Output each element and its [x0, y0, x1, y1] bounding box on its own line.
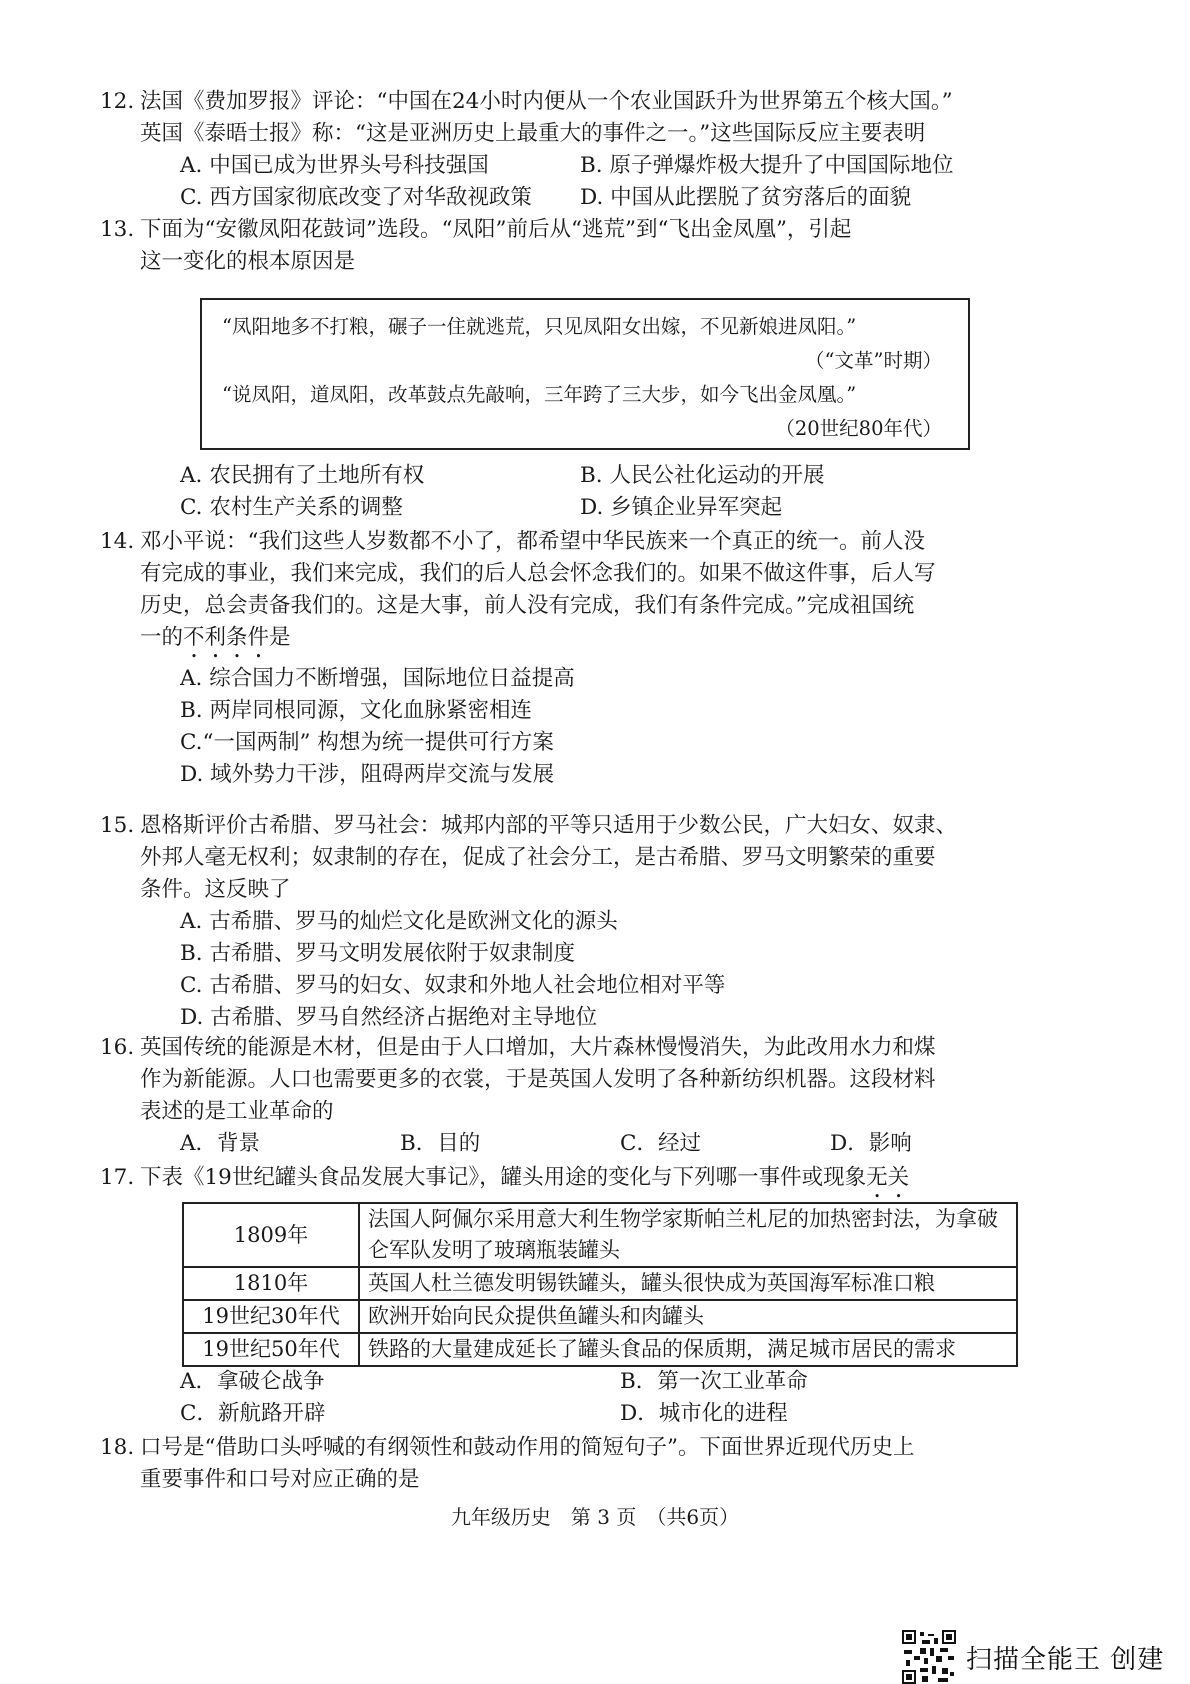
option-a[interactable]: A. 古希腊、罗马的灿烂文化是欧洲文化的源头	[180, 909, 618, 934]
table-cell-event: 英国人杜兰德发明锡铁罐头，罐头很快成为英国海军标准口粮	[359, 1267, 1017, 1300]
question-13-options	[140, 460, 1020, 524]
table-row	[183, 1203, 1017, 1267]
option-b[interactable]: B. 两岸同根同源，文化血脉紧密相连	[180, 698, 532, 723]
option-a[interactable]: A. 中国已成为世界头号科技强国	[180, 153, 489, 178]
option-c[interactable]: C. 古希腊、罗马的妇女、奴隶和外地人社会地位相对平等	[180, 973, 726, 998]
quote-line: “说凤阳，道凤阳，改革鼓点先敲响，三年跨了三大步，如今飞出金凤凰。”	[222, 383, 857, 406]
table-cell-event: 铁路的大量建成延长了罐头食品的保质期，满足城市居民的需求	[359, 1333, 1017, 1366]
events-table	[182, 1202, 1018, 1367]
quote-line: “凤阳地多不打粮，碾子一住就逃荒，只见凤阳女出嫁，不见新娘进凤阳。”	[222, 315, 857, 338]
option-c[interactable]: C．新航路开辟	[180, 1401, 326, 1426]
option-d[interactable]: D. 乡镇企业异军突起	[580, 495, 783, 520]
question-stem: 12. 法国《费加罗报》评论：“中国在24小时内便从一个农业国跃升为世界第五个核大国。”	[140, 86, 1020, 118]
option-b[interactable]: B. 原子弹爆炸极大提升了中国国际地位	[580, 153, 954, 178]
option-c[interactable]: C．经过	[620, 1131, 701, 1156]
options	[180, 906, 1020, 1034]
question-stem-line: 历史，总会责备我们的。这是大事，前人没有完成，我们有条件完成。”完成祖国统	[140, 593, 915, 618]
emphasized-text: 不利条件	[183, 625, 270, 650]
table-row	[183, 1333, 1017, 1366]
option-c[interactable]: C. 农村生产关系的调整	[180, 495, 403, 520]
options	[180, 150, 1020, 214]
option-c[interactable]: C. 西方国家彻底改变了对华敌视政策	[180, 185, 532, 210]
question-17	[100, 1162, 1020, 1203]
option-d[interactable]: D. 古希腊、罗马自然经济占据绝对主导地位	[180, 1005, 598, 1030]
table-cell-event: 欧洲开始向民众提供鱼罐头和肉罐头	[359, 1300, 1017, 1333]
option-d[interactable]: D. 域外势力干涉，阻碍两岸交流与发展	[180, 762, 555, 787]
question-stem-line: 外邦人毫无权利；奴隶制的存在，促成了社会分工，是古希腊、罗马文明繁荣的重要	[140, 845, 936, 870]
table-cell-year: 19世纪50年代	[183, 1333, 359, 1366]
question-stem-line: 有完成的事业，我们来完成，我们的后人总会怀念我们的。如果不做这件事，后人写	[140, 561, 936, 586]
table-cell-year: 1809年	[183, 1203, 359, 1267]
option-b[interactable]: B．第一次工业革命	[620, 1369, 808, 1394]
question-stem: 16. 英国传统的能源是木材，但是由于人口增加，大片森林慢慢消失，为此改用水力和煤	[140, 1032, 1020, 1064]
question-number: 14.	[100, 529, 135, 554]
table-cell-event: 法国人阿佩尔采用意大利生物学家斯帕兰札尼的加热密封法，为拿破仑军队发明了玻璃瓶装罐头	[359, 1203, 1017, 1267]
question-stem: 13. 下面为“安徽凤阳花鼓词”选段。“凤阳”前后从“逃荒”到“飞出金凤凰”，引起	[140, 214, 1020, 246]
table-cell-year: 19世纪30年代	[183, 1300, 359, 1333]
question-stem: 15. 恩格斯评价古希腊、罗马社会：城邦内部的平等只适用于少数公民，广大妇女、奴隶、	[140, 810, 1020, 842]
question-number: 15.	[100, 813, 135, 838]
options	[180, 460, 1020, 524]
option-a[interactable]: A. 农民拥有了土地所有权	[180, 463, 425, 488]
option-a[interactable]: A．拿破仑战争	[180, 1369, 325, 1394]
question-stem-line: 条件。这反映了	[140, 877, 291, 902]
question-stem-line: 作为新能源。人口也需要更多的衣裳，于是英国人发明了各种新纺织机器。这段材料	[140, 1067, 936, 1092]
quote-source: （20世纪80年代）	[775, 417, 942, 440]
question-stem: 14. 邓小平说：“我们这些人岁数都不小了，都希望中华民族来一个真正的统一。前人没	[140, 526, 1020, 558]
table-cell-year: 1810年	[183, 1267, 359, 1300]
question-15	[100, 810, 1020, 1034]
options	[180, 1366, 1020, 1430]
question-17-options	[140, 1366, 1020, 1430]
option-c[interactable]: C.“一国两制” 构想为统一提供可行方案	[180, 730, 554, 755]
question-number: 13.	[100, 217, 135, 242]
page-footer: 九年级历史 第 3 页 （共6页）	[450, 1505, 740, 1529]
question-number: 17.	[100, 1165, 135, 1190]
question-14	[100, 526, 1020, 791]
question-stem-line: 这一变化的根本原因是	[140, 249, 356, 274]
scanner-watermark	[902, 1630, 1164, 1684]
options	[180, 663, 1020, 791]
question-13	[100, 214, 1020, 278]
question-18	[100, 1432, 1020, 1496]
qr-code-icon	[902, 1630, 956, 1684]
emphasized-text: 无关	[866, 1165, 910, 1190]
question-12	[100, 86, 1020, 214]
option-a[interactable]: A. 综合国力不断增强，国际地位日益提高	[180, 666, 575, 691]
question-16	[100, 1032, 1020, 1160]
option-b[interactable]: B. 人民公社化运动的开展	[580, 463, 825, 488]
question-number: 18.	[100, 1435, 135, 1460]
question-number: 16.	[100, 1035, 135, 1060]
question-stem: 17. 下表《19世纪罐头食品发展大事记》，罐头用途的变化与下列哪一事件或现象无关	[140, 1162, 1020, 1203]
option-d[interactable]: D．影响	[830, 1131, 912, 1156]
question-stem-line: 英国《泰晤士报》称：“这是亚洲历史上最重大的事件之一。”这些国际反应主要表明	[140, 121, 926, 146]
question-stem-line: 一的不利条件是	[140, 625, 291, 650]
option-d[interactable]: D．城市化的进程	[620, 1401, 788, 1426]
table-row	[183, 1300, 1017, 1333]
option-a[interactable]: A．背景	[180, 1131, 261, 1156]
option-b[interactable]: B. 古希腊、罗马文明发展依附于奴隶制度	[180, 941, 575, 966]
option-d[interactable]: D. 中国从此摆脱了贫穷落后的面貌	[580, 185, 912, 210]
quote-source: （“文革”时期）	[805, 349, 942, 372]
options	[180, 1128, 1020, 1160]
question-stem-line: 重要事件和口号对应正确的是	[140, 1467, 420, 1492]
question-stem-line: 表述的是工业革命的	[140, 1099, 334, 1124]
table-row	[183, 1267, 1017, 1300]
watermark-text: 扫描全能王 创建	[966, 1644, 1165, 1675]
question-stem: 18. 口号是“借助口头呼喊的有纲领性和鼓动作用的简短句子”。下面世界近现代历史上	[140, 1432, 1020, 1464]
quote-box	[200, 298, 970, 450]
option-b[interactable]: B．目的	[400, 1131, 481, 1156]
question-number: 12.	[100, 89, 135, 114]
